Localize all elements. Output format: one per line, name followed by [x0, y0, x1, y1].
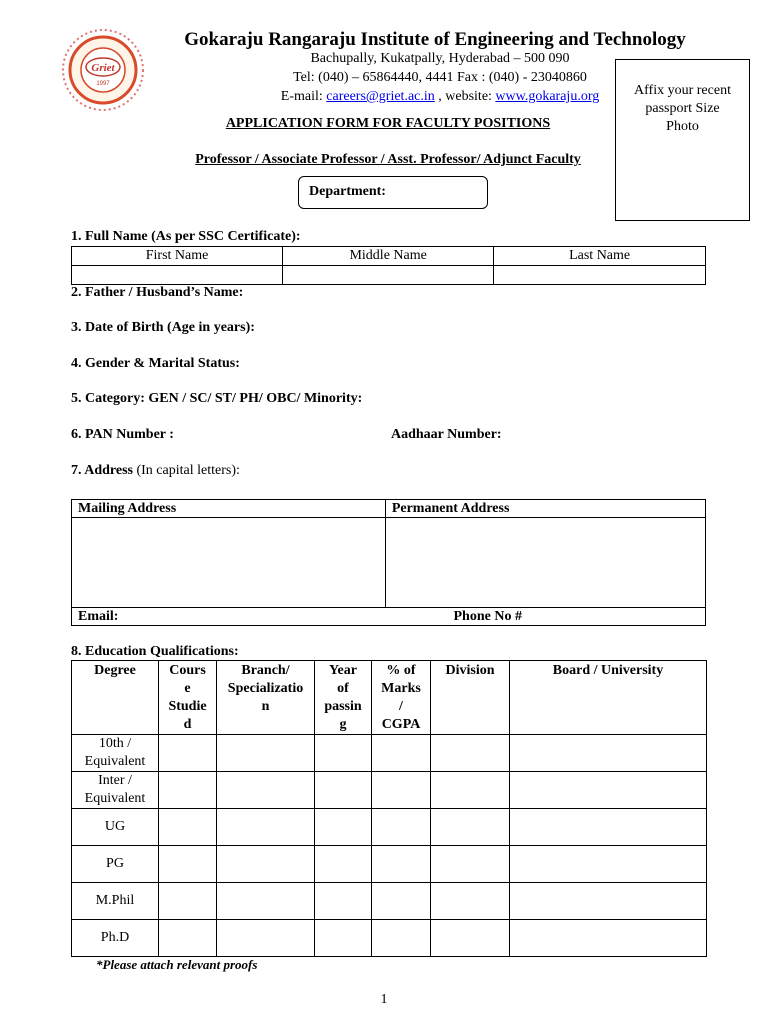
question-address: [71, 463, 240, 479]
header-line: Cours: [169, 663, 206, 678]
question-dob: 3. Date of Birth (Age in years):: [71, 320, 255, 335]
address-note: (In capital letters):: [132, 463, 240, 478]
question-full-name: 1. Full Name (As per SSC Certificate):: [71, 229, 301, 244]
svg-text:1997: 1997: [96, 81, 110, 87]
input-cell[interactable]: [217, 883, 315, 920]
input-cell[interactable]: [431, 809, 510, 846]
email-prefix: E-mail:: [280, 89, 327, 104]
permanent-address-cell[interactable]: [385, 518, 705, 608]
table-row: [72, 846, 707, 883]
header-line: Specializatio: [227, 681, 304, 696]
header-line: n: [261, 699, 270, 714]
last-name-header: Last Name: [494, 247, 706, 266]
website-prefix: , website:: [434, 89, 496, 104]
address-label: 7. Address: [71, 463, 133, 478]
input-cell[interactable]: [372, 883, 431, 920]
first-name-header: First Name: [72, 247, 283, 266]
email-label: Email:: [78, 608, 119, 624]
mailing-address-cell[interactable]: [72, 518, 386, 608]
education-table: [71, 660, 707, 957]
degree-line: Inter /: [98, 773, 132, 788]
input-cell[interactable]: [159, 735, 217, 772]
header-line: of: [337, 681, 349, 696]
degree-cell: UG: [72, 809, 159, 846]
header-line: Year: [329, 663, 357, 678]
institute-contact: [220, 89, 660, 105]
middle-name-cell[interactable]: [283, 266, 494, 285]
first-name-cell[interactable]: [72, 266, 283, 285]
input-cell[interactable]: [217, 772, 315, 809]
svg-text:Griet: Griet: [91, 62, 115, 74]
input-cell[interactable]: [159, 883, 217, 920]
table-row: [72, 735, 707, 772]
input-cell[interactable]: [372, 920, 431, 957]
input-cell[interactable]: [510, 735, 707, 772]
table-row: [72, 809, 707, 846]
board-header: Board / University: [510, 661, 707, 735]
degree-line: Equivalent: [84, 754, 146, 769]
input-cell[interactable]: [510, 883, 707, 920]
photo-box-line: passport Size: [645, 101, 720, 116]
input-cell[interactable]: [159, 809, 217, 846]
input-cell[interactable]: [510, 809, 707, 846]
question-education: 8. Education Qualifications:: [71, 644, 239, 659]
input-cell[interactable]: [315, 735, 372, 772]
question-father-name: 2. Father / Husband’s Name:: [71, 285, 244, 300]
department-field[interactable]: Department:: [298, 176, 488, 209]
degree-cell: M.Phil: [72, 883, 159, 920]
question-gender: 4. Gender & Marital Status:: [71, 356, 240, 371]
full-name-table: [71, 246, 706, 285]
degree-cell: PG: [72, 846, 159, 883]
input-cell[interactable]: [510, 920, 707, 957]
input-cell[interactable]: [315, 846, 372, 883]
header-line: g: [339, 717, 347, 732]
question-category: 5. Category: GEN / SC/ ST/ PH/ OBC/ Minority:: [71, 391, 363, 406]
institute-name: Gokaraju Rangaraju Institute of Engineering and Technology: [184, 29, 686, 50]
input-cell[interactable]: [159, 772, 217, 809]
input-cell[interactable]: [510, 772, 707, 809]
input-cell[interactable]: [372, 735, 431, 772]
degree-cell: Ph.D: [72, 920, 159, 957]
course-header: [159, 661, 217, 735]
header-line: Marks: [381, 681, 421, 696]
header-line: /: [399, 699, 403, 714]
address-table: [71, 499, 706, 626]
contact-row: [72, 608, 706, 626]
degree-cell: [72, 772, 159, 809]
degree-line: Equivalent: [84, 791, 146, 806]
email-link[interactable]: careers@griet.ac.in: [326, 89, 435, 104]
input-cell[interactable]: [431, 735, 510, 772]
header-line: e: [184, 681, 191, 696]
form-title: APPLICATION FORM FOR FACULTY POSITIONS: [225, 116, 551, 131]
input-cell[interactable]: [372, 809, 431, 846]
website-link[interactable]: www.gokaraju.org: [495, 89, 600, 104]
table-row: [72, 772, 707, 809]
positions-heading: Professor / Associate Professor / Asst. Professor/ Adjunct Faculty: [195, 152, 581, 167]
input-cell[interactable]: [159, 846, 217, 883]
input-cell[interactable]: [315, 920, 372, 957]
degree-line: 10th /: [98, 736, 132, 751]
question-aadhaar: Aadhaar Number:: [391, 427, 502, 442]
year-header: [315, 661, 372, 735]
last-name-cell[interactable]: [494, 266, 706, 285]
degree-cell: [72, 735, 159, 772]
input-cell[interactable]: [315, 809, 372, 846]
proofs-note: *Please attach relevant proofs: [96, 957, 258, 972]
input-cell[interactable]: [217, 846, 315, 883]
photo-box-line: Photo: [666, 119, 699, 134]
input-cell[interactable]: [510, 846, 707, 883]
phone-label: Phone No #: [453, 608, 522, 624]
header-line: Branch/: [241, 663, 290, 678]
input-cell[interactable]: [217, 809, 315, 846]
input-cell[interactable]: [431, 772, 510, 809]
photo-box-line: Affix your recent: [634, 83, 731, 98]
permanent-address-header: Permanent Address: [385, 500, 705, 518]
header-line: Studie: [168, 699, 207, 714]
input-cell[interactable]: [159, 920, 217, 957]
input-cell[interactable]: [431, 846, 510, 883]
header-line: CGPA: [381, 717, 421, 732]
table-row: [72, 920, 707, 957]
input-cell[interactable]: [431, 920, 510, 957]
input-cell[interactable]: [315, 772, 372, 809]
middle-name-header: Middle Name: [283, 247, 494, 266]
institute-address: Bachupally, Kukatpally, Hyderabad – 500 090: [310, 51, 570, 66]
table-row: [72, 883, 707, 920]
branch-header: [217, 661, 315, 735]
marks-header: [372, 661, 431, 735]
input-cell[interactable]: [372, 772, 431, 809]
question-pan: 6. PAN Number :: [71, 427, 174, 442]
header-line: passin: [324, 699, 362, 714]
input-cell[interactable]: [217, 920, 315, 957]
page-number: 1: [380, 992, 388, 1007]
input-cell[interactable]: [372, 846, 431, 883]
photo-box: [615, 59, 750, 221]
input-cell[interactable]: [315, 883, 372, 920]
input-cell[interactable]: [217, 735, 315, 772]
mailing-address-header: Mailing Address: [72, 500, 386, 518]
institute-phone: Tel: (040) – 65864440, 4441 Fax : (040) - 23040860: [293, 70, 587, 85]
degree-header: Degree: [72, 661, 159, 735]
input-cell[interactable]: [431, 883, 510, 920]
division-header: Division: [431, 661, 510, 735]
header-line: % of: [386, 663, 416, 678]
institute-logo: [52, 28, 154, 112]
header-line: d: [183, 717, 192, 732]
